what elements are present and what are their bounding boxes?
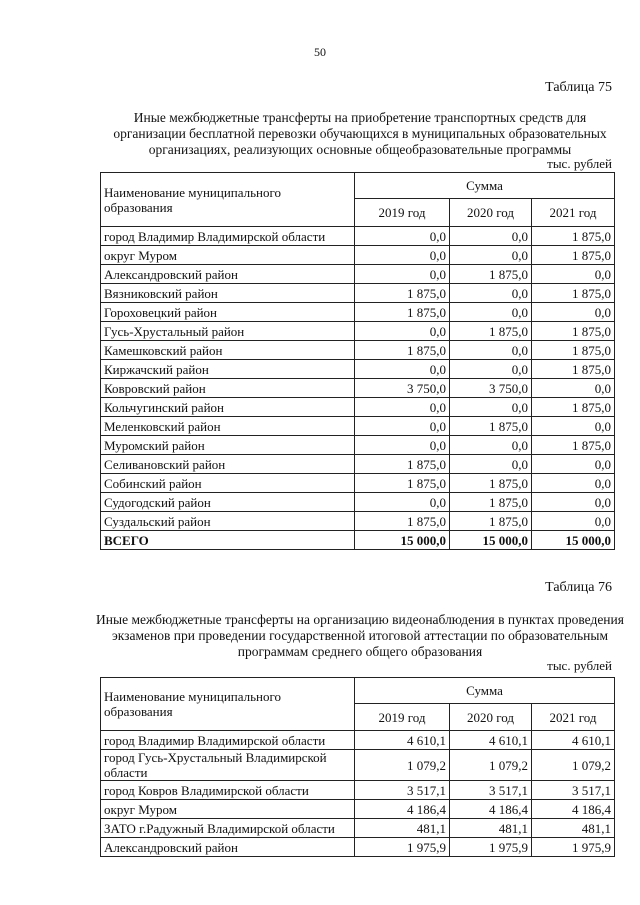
amount-2021: 1 079,2	[532, 750, 615, 781]
table-76	[100, 677, 615, 857]
table-76-units: тыс. рублей	[547, 658, 612, 673]
amount-2021: 0,0	[532, 379, 615, 398]
municipality-name: город Ковров Владимирской области	[101, 781, 355, 800]
column-header-sum: Сумма	[355, 173, 615, 199]
table-row	[101, 341, 615, 360]
amount-2019: 1 875,0	[355, 284, 450, 303]
amount-2020: 4 610,1	[450, 731, 532, 750]
column-header-2019: 2019 год	[355, 199, 450, 227]
column-header-2021: 2021 год	[532, 199, 615, 227]
page-number: 50	[314, 45, 326, 59]
title-line: Иные межбюджетные трансферты на приобретение транспортных средств для	[133, 110, 587, 125]
amount-2021: 1 875,0	[532, 246, 615, 265]
amount-2021: 1 875,0	[532, 284, 615, 303]
table-76-label: Таблица 76	[545, 580, 612, 595]
amount-2021: 4 610,1	[532, 731, 615, 750]
amount-2021: 0,0	[532, 493, 615, 512]
amount-2020: 1 875,0	[450, 417, 532, 436]
amount-2019: 1 875,0	[355, 341, 450, 360]
municipality-name: Суздальский район	[101, 512, 355, 531]
table-row	[101, 398, 615, 417]
amount-2019: 0,0	[355, 436, 450, 455]
municipality-name: город Владимир Владимирской области	[101, 227, 355, 246]
amount-2021: 1 875,0	[532, 398, 615, 417]
municipality-name: Судогодский район	[101, 493, 355, 512]
table-row	[101, 417, 615, 436]
table-row	[101, 474, 615, 493]
table-row	[101, 455, 615, 474]
amount-2021: 1 875,0	[532, 360, 615, 379]
table-row	[101, 731, 615, 750]
amount-2019: 0,0	[355, 322, 450, 341]
municipality-name: город Гусь-Хрустальный Владимирской области	[101, 750, 355, 781]
amount-2019: 1 875,0	[355, 455, 450, 474]
amount-2020: 0,0	[450, 455, 532, 474]
table-row	[101, 246, 615, 265]
municipality-name: Ковровский район	[101, 379, 355, 398]
table-75	[100, 172, 615, 550]
amount-2020: 1 875,0	[450, 493, 532, 512]
amount-2020: 0,0	[450, 360, 532, 379]
amount-2020: 1 875,0	[450, 512, 532, 531]
amount-2020: 0,0	[450, 398, 532, 417]
amount-2019: 1 975,9	[355, 838, 450, 857]
amount-2020: 0,0	[450, 227, 532, 246]
column-header-2020: 2020 год	[450, 199, 532, 227]
amount-2021: 3 517,1	[532, 781, 615, 800]
amount-2020: 0,0	[450, 341, 532, 360]
column-header-2019: 2019 год	[355, 704, 450, 731]
table-row	[101, 512, 615, 531]
column-header-name: Наименование муниципального образования	[101, 678, 355, 731]
title-line: программам среднего общего образования	[237, 644, 483, 659]
table-row	[101, 838, 615, 857]
amount-2019: 3 517,1	[355, 781, 450, 800]
amount-2019: 4 610,1	[355, 731, 450, 750]
amount-2019: 15 000,0	[355, 531, 450, 550]
municipality-name: Александровский район	[101, 265, 355, 284]
table-row	[101, 303, 615, 322]
municipality-name: Собинский район	[101, 474, 355, 493]
amount-2019: 0,0	[355, 265, 450, 284]
amount-2019: 0,0	[355, 417, 450, 436]
column-header-name: Наименование муниципального образования	[101, 173, 355, 227]
table-row	[101, 819, 615, 838]
table-row	[101, 750, 615, 781]
table-row	[101, 379, 615, 398]
amount-2020: 4 186,4	[450, 800, 532, 819]
amount-2019: 0,0	[355, 398, 450, 417]
table-75-label: Таблица 75	[545, 80, 612, 95]
municipality-name: Камешковский район	[101, 341, 355, 360]
amount-2019: 1 875,0	[355, 303, 450, 322]
amount-2019: 0,0	[355, 360, 450, 379]
municipality-name: Киржачский район	[101, 360, 355, 379]
municipality-name: Александровский район	[101, 838, 355, 857]
amount-2020: 0,0	[450, 246, 532, 265]
table-76-title	[90, 612, 630, 660]
municipality-name: ВСЕГО	[101, 531, 355, 550]
municipality-name: ЗАТО г.Радужный Владимирской области	[101, 819, 355, 838]
municipality-name: город Владимир Владимирской области	[101, 731, 355, 750]
amount-2019: 0,0	[355, 493, 450, 512]
amount-2020: 0,0	[450, 436, 532, 455]
amount-2019: 4 186,4	[355, 800, 450, 819]
municipality-name: Меленковский район	[101, 417, 355, 436]
amount-2019: 1 875,0	[355, 474, 450, 493]
table-row	[101, 800, 615, 819]
amount-2021: 1 875,0	[532, 322, 615, 341]
column-header-2020: 2020 год	[450, 704, 532, 731]
table-75-title	[90, 110, 630, 158]
municipality-name: Селивановский район	[101, 455, 355, 474]
amount-2021: 0,0	[532, 265, 615, 284]
amount-2020: 1 875,0	[450, 265, 532, 284]
amount-2021: 0,0	[532, 417, 615, 436]
column-header-sum: Сумма	[355, 678, 615, 704]
amount-2021: 1 875,0	[532, 341, 615, 360]
amount-2020: 3 750,0	[450, 379, 532, 398]
amount-2019: 0,0	[355, 246, 450, 265]
amount-2019: 481,1	[355, 819, 450, 838]
amount-2020: 1 875,0	[450, 322, 532, 341]
column-header-2021: 2021 год	[532, 704, 615, 731]
amount-2019: 1 875,0	[355, 512, 450, 531]
amount-2020: 15 000,0	[450, 531, 532, 550]
amount-2019: 3 750,0	[355, 379, 450, 398]
amount-2020: 0,0	[450, 303, 532, 322]
amount-2020: 1 079,2	[450, 750, 532, 781]
amount-2020: 3 517,1	[450, 781, 532, 800]
amount-2021: 1 975,9	[532, 838, 615, 857]
title-line: организации бесплатной перевозки обучающихся в муниципальных образовательных	[113, 126, 607, 141]
title-line: Иные межбюджетные трансферты на организацию видеонаблюдения в пунктах проведения	[96, 612, 624, 627]
amount-2021: 481,1	[532, 819, 615, 838]
municipality-name: округ Муром	[101, 246, 355, 265]
municipality-name: Муромский район	[101, 436, 355, 455]
amount-2021: 0,0	[532, 474, 615, 493]
title-line: организациях, реализующих основные общеобразовательные программы	[148, 142, 572, 157]
table-row	[101, 781, 615, 800]
amount-2020: 0,0	[450, 284, 532, 303]
amount-2021: 4 186,4	[532, 800, 615, 819]
table-row	[101, 531, 615, 550]
amount-2021: 1 875,0	[532, 227, 615, 246]
title-line: экзаменов при проведении государственной итоговой аттестации по образовательным	[112, 628, 608, 643]
amount-2021: 0,0	[532, 303, 615, 322]
table-row	[101, 284, 615, 303]
table-row	[101, 360, 615, 379]
amount-2020: 1 875,0	[450, 474, 532, 493]
municipality-name: округ Муром	[101, 800, 355, 819]
table-row	[101, 436, 615, 455]
table-row	[101, 322, 615, 341]
table-row	[101, 227, 615, 246]
amount-2021: 0,0	[532, 455, 615, 474]
amount-2019: 0,0	[355, 227, 450, 246]
amount-2020: 481,1	[450, 819, 532, 838]
municipality-name: Гусь-Хрустальный район	[101, 322, 355, 341]
amount-2021: 15 000,0	[532, 531, 615, 550]
amount-2020: 1 975,9	[450, 838, 532, 857]
municipality-name: Гороховецкий район	[101, 303, 355, 322]
municipality-name: Вязниковский район	[101, 284, 355, 303]
table-75-units: тыс. рублей	[547, 156, 612, 171]
amount-2021: 0,0	[532, 512, 615, 531]
amount-2021: 1 875,0	[532, 436, 615, 455]
table-row	[101, 265, 615, 284]
table-row	[101, 493, 615, 512]
amount-2019: 1 079,2	[355, 750, 450, 781]
municipality-name: Кольчугинский район	[101, 398, 355, 417]
